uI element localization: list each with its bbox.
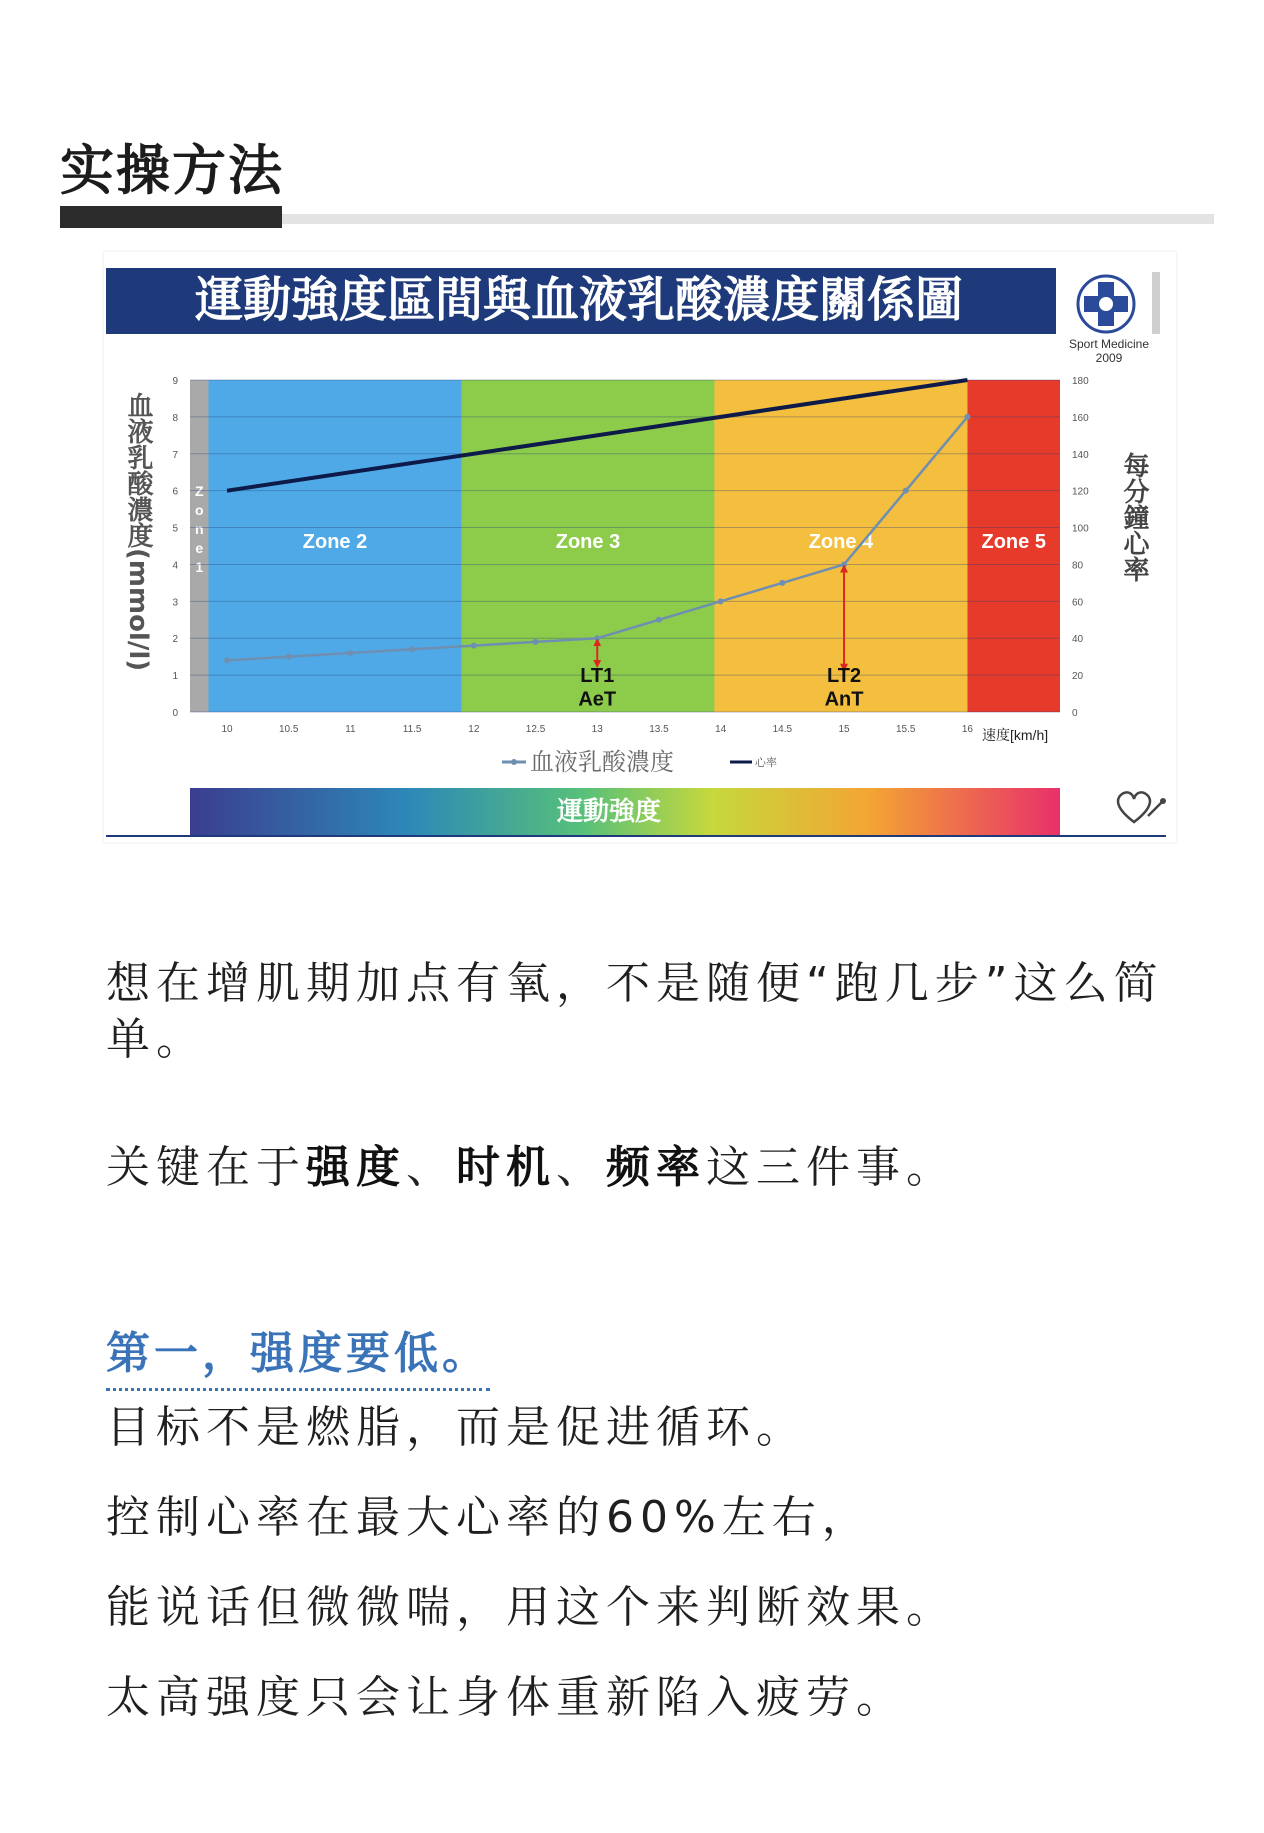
lactate-data-point (718, 598, 724, 604)
x-tick-label: 16 (961, 724, 974, 735)
logo-year: 2009 (1095, 351, 1123, 365)
right-y-tick-label: 140 (1072, 449, 1089, 461)
zone-1-letter: e (195, 540, 204, 557)
lactate-data-point (224, 657, 230, 663)
legend-lactate-label: 血液乳酸濃度 (530, 748, 674, 776)
lactate-data-point (841, 561, 847, 567)
x-tick-label: 12.5 (525, 724, 546, 735)
key-point-frequency: 频率 (606, 1142, 706, 1193)
paragraph-fatigue-warning: 太高强度只会让身体重新陷入疲劳。 (106, 1672, 906, 1723)
key-point-intensity: 强度 (306, 1142, 406, 1193)
paragraph-goal: 目标不是燃脂，而是促进循环。 (106, 1402, 806, 1453)
lactate-data-point (347, 650, 353, 656)
intensity-bar-label: 運動強度 (556, 797, 662, 827)
left-y-tick-label: 8 (172, 412, 178, 424)
left-y-tick-label: 7 (172, 449, 178, 461)
paragraph-key-points (106, 1140, 1176, 1196)
left-y-tick-label: 3 (172, 597, 178, 609)
right-axis-title: 每分鐘心率 (1119, 452, 1149, 582)
zone-1-letter: o (194, 502, 204, 519)
right-y-tick-label: 20 (1072, 671, 1084, 683)
left-y-tick-label: 0 (172, 708, 178, 719)
subheading-intensity-low: 第一，强度要低。 (106, 1326, 490, 1391)
key-points-suffix: 这三件事。 (706, 1142, 956, 1193)
right-y-tick-label: 160 (1072, 412, 1089, 424)
lactate-data-point (286, 654, 292, 660)
title-underline-track (282, 214, 1214, 224)
lactate-data-point (779, 580, 785, 586)
legend-lactate-marker (511, 759, 517, 765)
left-axis-title: 血液乳酸濃度(mmol/l) (123, 392, 153, 672)
paragraph-intro: 想在增肌期加点有氧，不是随便“跑几步”这么简单。 (106, 958, 1164, 1065)
zone-label-3: Zone 3 (555, 530, 621, 553)
left-y-tick-label: 1 (172, 671, 178, 683)
lactate-data-point (964, 414, 970, 420)
threshold-label-1-line1: LT1 (580, 664, 615, 687)
zone-1-letter: n (194, 521, 204, 538)
left-y-tick-label: 4 (172, 560, 178, 572)
lactate-data-point (656, 617, 662, 623)
x-tick-label: 10 (221, 724, 233, 735)
key-points-prefix: 关键在于 (106, 1142, 306, 1193)
x-tick-label: 11 (345, 724, 356, 735)
title-underline-accent (60, 206, 282, 228)
x-tick-label: 11.5 (402, 724, 422, 735)
figure-title: 運動強度區間與血液乳酸濃度關係圖 (194, 272, 964, 328)
lactate-data-point (594, 635, 600, 641)
right-y-tick-label: 100 (1072, 523, 1089, 535)
x-tick-label: 10.5 (278, 724, 299, 735)
section-title: 实操方法 (60, 139, 284, 202)
x-tick-label: 13 (591, 724, 603, 735)
threshold-label-1-line2: AeT (578, 688, 617, 711)
right-y-tick-label: 60 (1072, 597, 1084, 609)
lactate-data-point (471, 643, 477, 649)
x-tick-label: 14 (715, 724, 727, 735)
zone-1-letter: 1 (195, 559, 204, 576)
right-y-tick-label: 40 (1072, 634, 1084, 646)
threshold-label-2-line1: LT2 (827, 664, 862, 687)
left-y-tick-label: 2 (172, 634, 178, 646)
x-tick-label: 14.5 (772, 724, 793, 735)
right-y-tick-label: 180 (1072, 376, 1089, 387)
legend-heart-rate-label: 心率 (755, 756, 777, 769)
left-y-tick-label: 9 (172, 376, 178, 387)
left-y-tick-label: 6 (172, 486, 178, 498)
key-point-timing: 时机 (456, 1142, 556, 1193)
sport-medicine-logo-icon (1078, 276, 1134, 332)
left-y-tick-label: 5 (172, 523, 178, 535)
lactate-data-point (533, 639, 539, 645)
zone-1-letter: Z (194, 483, 204, 500)
key-points-separator-1: 、 (406, 1142, 456, 1193)
threshold-label-2-line2: AnT (824, 688, 864, 711)
paragraph-heart-rate: 控制心率在最大心率的60%左右， (106, 1492, 872, 1543)
x-tick-label: 13.5 (649, 724, 669, 735)
banner-scroll-edge (1152, 272, 1160, 334)
logo-label: Sport Medicine (1068, 337, 1150, 351)
key-points-separator-2: 、 (556, 1142, 606, 1193)
right-y-tick-label: 80 (1072, 560, 1084, 572)
stethoscope-heart-icon (1118, 792, 1166, 822)
right-y-tick-label: 0 (1072, 708, 1078, 719)
x-tick-label: 15.5 (896, 724, 916, 735)
right-y-tick-label: 120 (1072, 486, 1089, 498)
zone-label-5: Zone 5 (981, 530, 1046, 553)
x-tick-label: 15 (838, 724, 850, 735)
paragraph-talk-test: 能说话但微微喘，用这个来判断效果。 (106, 1582, 956, 1633)
lactate-data-point (903, 488, 909, 494)
x-tick-label: 12 (468, 724, 480, 735)
lactate-data-point (409, 646, 415, 652)
lactate-zone-chart (104, 252, 1176, 842)
x-axis-title: 速度[km/h] (982, 727, 1049, 743)
lactate-zone-figure (104, 252, 1176, 842)
chart-legend (502, 748, 777, 776)
zone-label-2: Zone 2 (302, 530, 368, 553)
zone-label-4: Zone 4 (808, 530, 874, 553)
